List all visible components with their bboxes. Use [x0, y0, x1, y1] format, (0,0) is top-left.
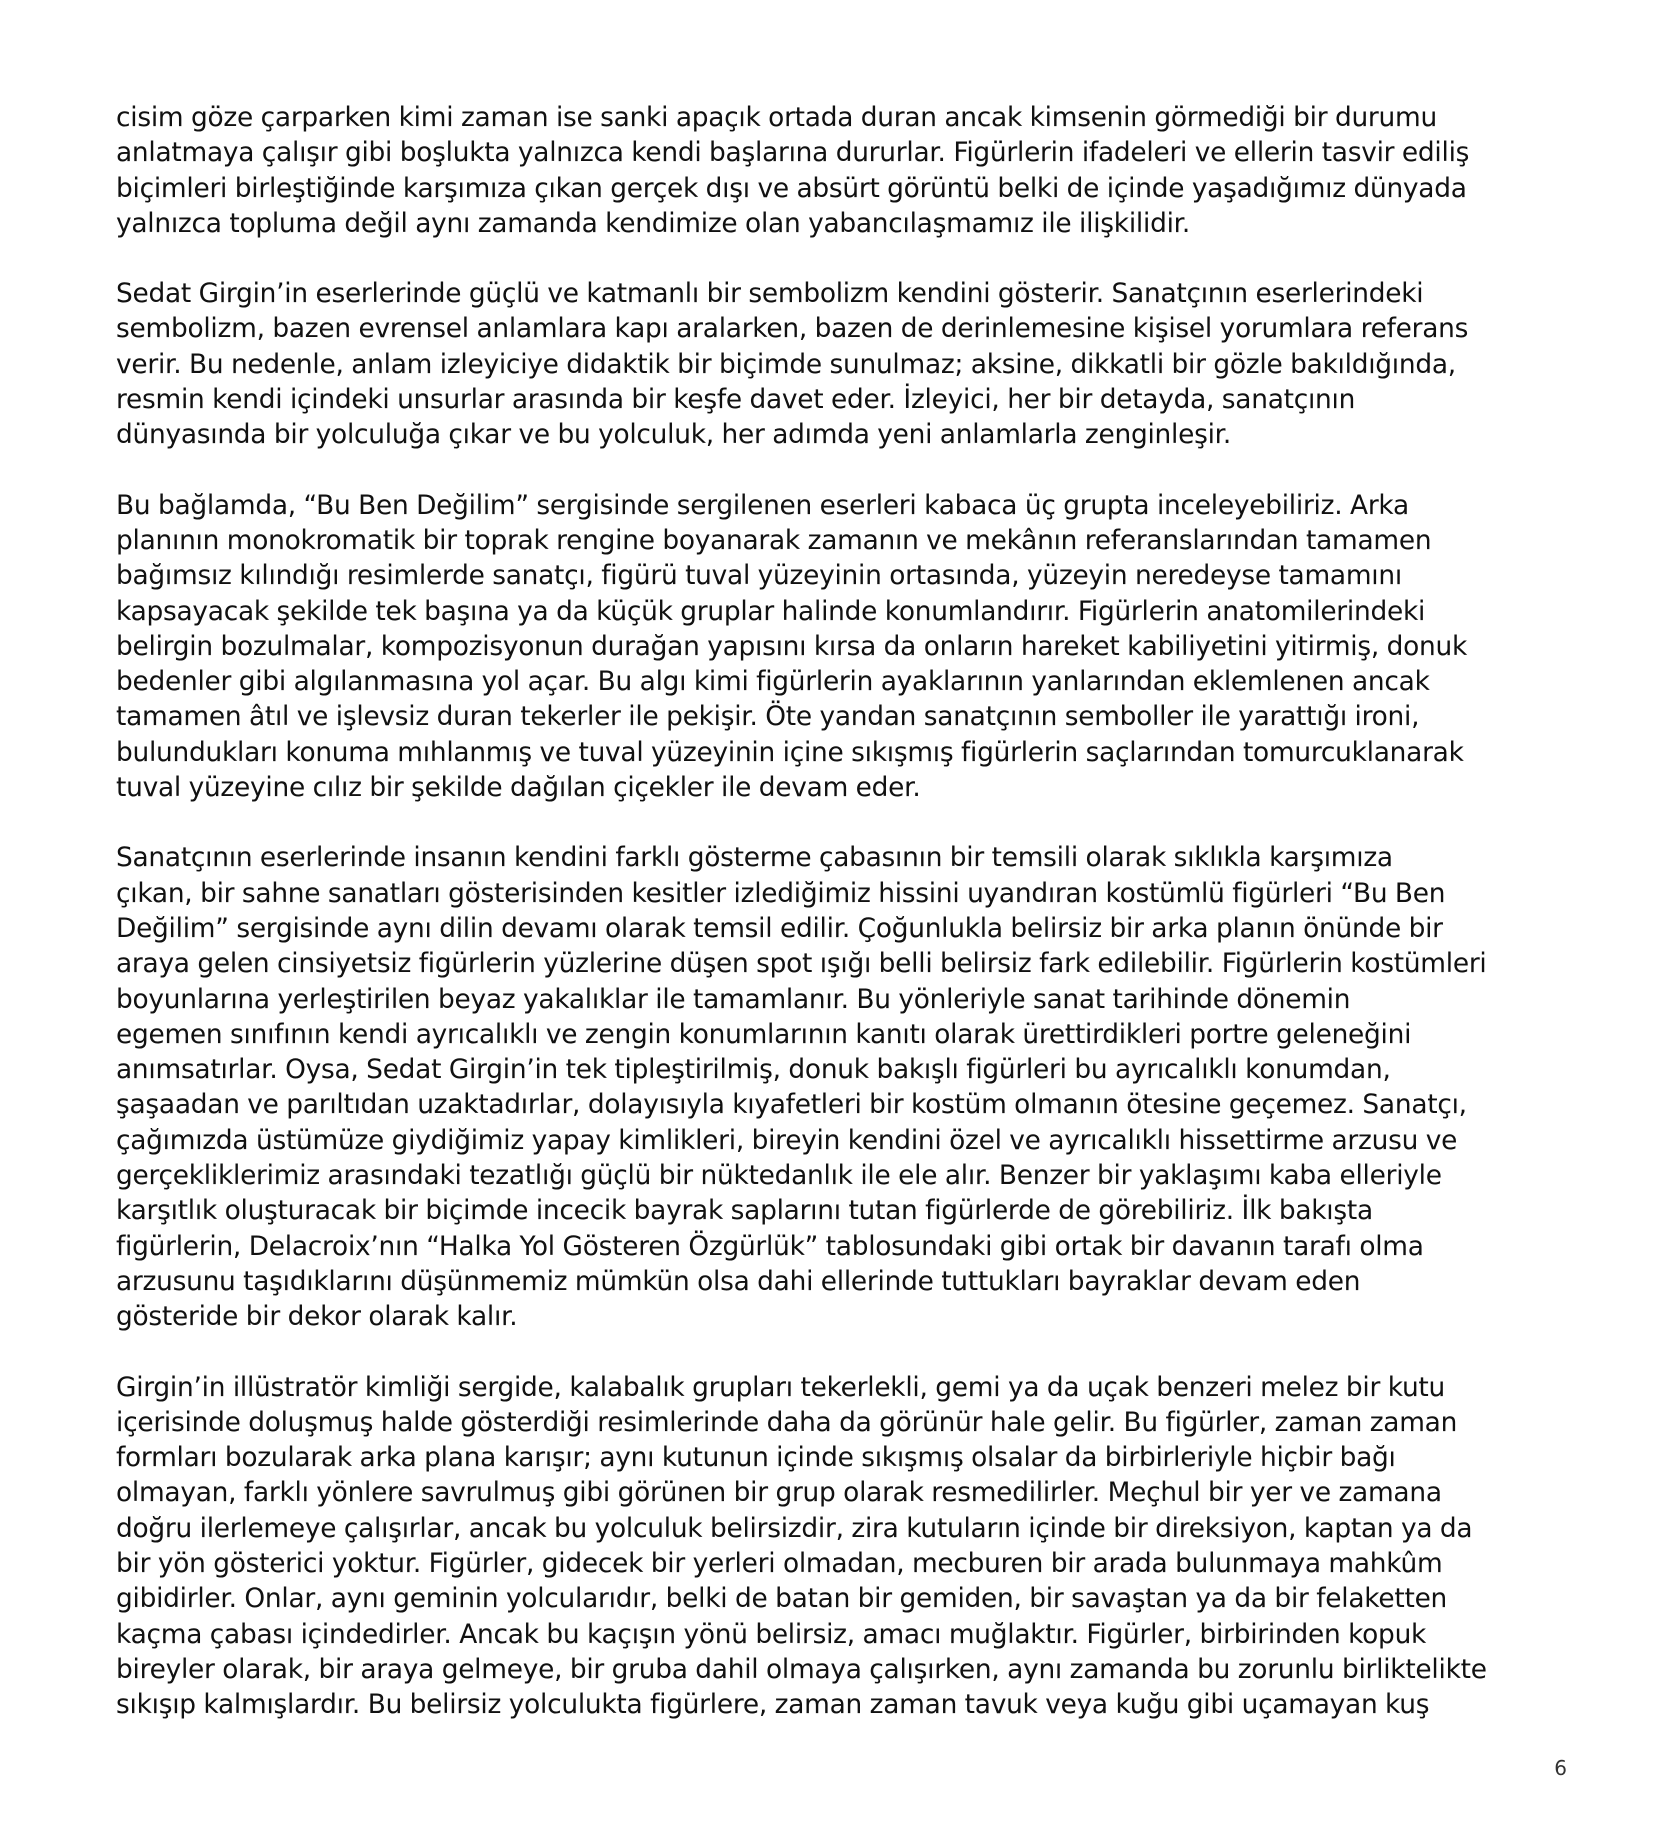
text-line: Girgin’in illüstratör kimliği sergide, kalabalık grupları tekerlekli, gemi ya da uçak benzeri melez bir kutu — [116, 1371, 1445, 1403]
text-line: olmayan, farklı yönlere savrulmuş gibi görünen bir grup olarak resmedilirler. Meçhul bir yer ve zamana — [116, 1477, 1442, 1509]
text-line: dünyasında bir yolculuğa çıkar ve bu yolculuk, her adımda yeni anlamlarla zenginleşir. — [116, 419, 1231, 451]
text-line: formları bozularak arka plana karışır; aynı kutunun içinde sıkışmış olsalar da birbirleriyle hiçbir bağı — [116, 1442, 1396, 1474]
text-line: Bu bağlamda, “Bu Ben Değilim” sergisinde sergilenen eserleri kabaca üç grupta inceleyebiliriz. Arka — [116, 489, 1409, 521]
text-line: bir yön gösterici yoktur. Figürler, gidecek bir yerleri olmadan, mecburen bir arada bulunmaya mahkûm — [116, 1547, 1443, 1579]
text-line: şaşaadan ve parıltıdan uzaktadırlar, dolayısıyla kıyafetleri bir kostüm olmanın ötesine geçemez. Sanatçı, — [116, 1089, 1467, 1121]
paragraph-1 — [116, 100, 1576, 241]
text-line: karşıtlık oluşturacak bir biçimde incecik bayrak saplarını tutan figürlerde de görebiliriz. İlk bakışta — [116, 1195, 1373, 1227]
text-line: kaçma çabası içindedirler. Ancak bu kaçışın yönü belirsiz, amacı muğlaktır. Figürler, birbirinden kopuk — [116, 1618, 1427, 1650]
paragraph-2 — [116, 276, 1576, 452]
text-line: tamamen âtıl ve işlevsiz duran tekerler ile pekişir. Öte yandan sanatçının semboller ile yarattığı ironi, — [116, 701, 1420, 733]
text-line: bedenler gibi algılanmasına yol açar. Bu algı kimi figürlerin ayaklarının yanlarından eklemlenen ancak — [116, 666, 1430, 698]
text-line: gibidirler. Onlar, aynı geminin yolcularıdır, belki de batan bir gemiden, bir savaştan ya da bir felaketten — [116, 1583, 1448, 1615]
text-line: kapsayacak şekilde tek başına ya da küçük gruplar halinde konumlandırır. Figürlerin anatomilerindeki — [116, 595, 1426, 627]
text-line: bulundukları konuma mıhlanmış ve tuval yüzeyinin içine sıkışmış figürlerin saçlarından tomurcuklanarak — [116, 736, 1464, 768]
text-line: sıkışıp kalmışlardır. Bu belirsiz yolculukta figürlere, zaman zaman tavuk veya kuğu gibi uçamayan kuş — [116, 1689, 1430, 1721]
text-line: Sedat Girgin’in eserlerinde güçlü ve katmanlı bir sembolizm kendini gösterir. Sanatçının eserlerindeki — [116, 278, 1424, 310]
text-line: anımsatırlar. Oysa, Sedat Girgin’in tek tipleştirilmiş, donuk bakışlı figürleri bu ayrıcalıklı konumdan, — [116, 1054, 1391, 1086]
text-line: biçimleri birleştiğinde karşımıza çıkan gerçek dışı ve absürt görüntü belki de içinde yaşadığımız dünyada — [116, 172, 1467, 204]
text-line: verir. Bu nedenle, anlam izleyiciye didaktik bir biçimde sunulmaz; aksine, dikkatli bir gözle bakıldığında, — [116, 348, 1456, 380]
text-line: resmin kendi içindeki unsurlar arasında bir keşfe davet eder. İzleyici, her bir detayda, sanatçının — [116, 384, 1356, 416]
paragraph-5 — [116, 1370, 1576, 1723]
text-line: tuval yüzeyine cılız bir şekilde dağılan çiçekler ile devam eder. — [116, 772, 921, 804]
text-line: çıkan, bir sahne sanatları gösterisinden kesitler izlediğimiz hissini uyandıran kostümlü figürleri “Bu Ben — [116, 877, 1446, 909]
body-text — [116, 100, 1576, 1757]
paragraph-4 — [116, 840, 1576, 1334]
text-line: yalnızca topluma değil aynı zamanda kendimize olan yabancılaşmamız ile ilişkilidir. — [116, 207, 1190, 239]
text-line: anlatmaya çalışır gibi boşlukta yalnızca kendi başlarına dururlar. Figürlerin ifadeleri ve ellerin tasvir ediliş — [116, 137, 1470, 169]
text-line: figürlerin, Delacroix’nın “Halka Yol Gösteren Özgürlük” tablosundaki gibi ortak bir davanın tarafı olma — [116, 1230, 1424, 1262]
text-line: araya gelen cinsiyetsiz figürlerin yüzlerine düşen spot ışığı belli belirsiz fark edilebilir. Figürlerin kostümleri — [116, 948, 1487, 980]
text-line: belirgin bozulmalar, kompozisyonun durağan yapısını kırsa da onların hareket kabiliyetini yitirmiş, donuk — [116, 630, 1468, 662]
text-line: bireyler olarak, bir araya gelmeye, bir gruba dahil olmaya çalışırken, aynı zamanda bu zorunlu birliktelikte — [116, 1653, 1487, 1685]
text-line: Değilim” sergisinde aynı dilin devamı olarak temsil edilir. Çoğunlukla belirsiz bir arka planın önünde bir — [116, 912, 1443, 944]
text-line: çağımızda üstümüze giydiğimiz yapay kimlikleri, bireyin kendini özel ve ayrıcalıklı hissettirme arzusu ve — [116, 1124, 1458, 1156]
text-line: doğru ilerlemeye çalışırlar, ancak bu yolculuk belirsizdir, zira kutuların içinde bir direksiyon, kaptan ya da — [116, 1512, 1473, 1544]
text-line: arzusunu taşıdıklarını düşünmemiz mümkün olsa dahi ellerinde tuttukları bayraklar devam eden — [116, 1265, 1361, 1297]
text-line: bağımsız kılındığı resimlerde sanatçı, figürü tuval yüzeyinin ortasında, yüzeyin neredeyse tamamını — [116, 560, 1402, 592]
text-line: gösteride bir dekor olarak kalır. — [116, 1301, 518, 1333]
text-line: planının monokromatik bir toprak rengine boyanarak zamanın ve mekânın referanslarından tamamen — [116, 524, 1432, 556]
text-line: boyunlarına yerleştirilen beyaz yakalıklar ile tamamlanır. Bu yönleriyle sanat tarihinde dönemin — [116, 983, 1351, 1015]
text-line: Sanatçının eserlerinde insanın kendini farklı gösterme çabasının bir temsili olarak sıklıkla karşımıza — [116, 842, 1393, 874]
text-line: içerisinde doluşmuş halde gösterdiği resimlerinde daha da görünür hale gelir. Bu figürler, zaman zaman — [116, 1406, 1458, 1438]
paragraph-3 — [116, 488, 1576, 806]
text-line: sembolizm, bazen evrensel anlamlara kapı aralarken, bazen de derinlemesine kişisel yorumlara referans — [116, 313, 1469, 345]
text-line: gerçekliklerimiz arasındaki tezatlığı güçlü bir nüktedanlık ile ele alır. Benzer bir yaklaşımı kaba elleriyle — [116, 1160, 1442, 1192]
page-number: 6 — [1554, 1756, 1567, 1780]
text-line: egemen sınıfının kendi ayrıcalıklı ve zengin konumlarının kanıtı olarak ürettirdikleri portre geleneğini — [116, 1018, 1412, 1050]
text-line: cisim göze çarparken kimi zaman ise sanki apaçık ortada duran ancak kimsenin görmediği bir durumu — [116, 102, 1437, 133]
